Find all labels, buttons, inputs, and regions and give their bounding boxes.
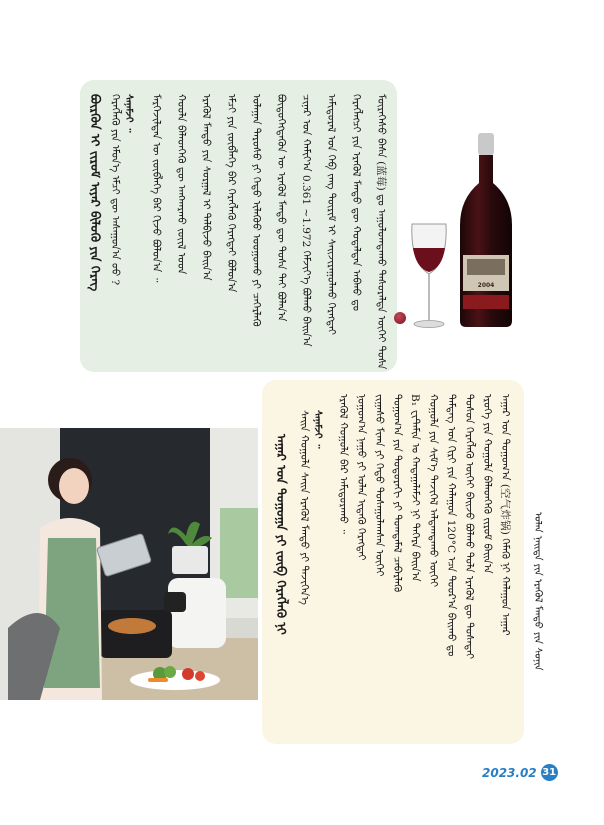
side-caption: ᠣᠯᠠᠨ ᠨᠡᠢᠲᠡ ᠶᠢᠨ ᠡᠷᠡᠭᠦᠯ ᠮᠡᠨᠳᠦ ᠶᠢᠨ ᠰᠣᠨᠢᠨ	[532, 512, 543, 671]
paragraph-line: ᠲᠣᠰᠤᠨ ᠬᠡᠷᠡᠭᠯᠡᠬᠦ ᠦᠭᠡᠢ ᠪᠠᠢᠵᠤ ᠪᠣᠯᠬᠤ ᠲᠤᠯᠠ ᠡᠷᠡᠭᠦᠯ ᠳᠦ ᠲᠤᠰᠠᠲᠠᠢ	[463, 394, 475, 660]
paragraph-line: ᠮᠦᠷᠡᠭᠡᠰᠦ ᠪᠠᠰᠠ (蓝莓) ᠳᠤ ᠠᠭᠤᠯᠤᠭᠳᠠᠬᠤ ᠲᠠᠰᠤᠷᠠᠯᠲᠠ ᠦᠭᠡᠢ ᠲᠤᠰᠠ	[375, 94, 387, 370]
paragraph-line: ᠡᠮᠴᠢ ᠶᠢᠨ ᠵᠥᠪᠯᠡᠭᠡ ᠪᠡᠷ ᠬᠡᠷᠡᠭᠯᠡᠬᠦ ᠬᠡᠷᠡᠭᠲᠡᠢ ᠪᠣᠯᠤᠨ᠎ᠠ	[225, 94, 237, 293]
note-text: ᠬᠡᠷᠡᠭᠯᠡᠬᠦ ᠶᠢᠨ ᠡᠮᠦᠨ᠎ᠡ ᠡᠮᠴᠢ ᠳᠦ ᠠᠰᠠᠭᠤᠨ᠎ᠠ ᠤᠤ ?	[109, 94, 121, 286]
page-footer	[482, 764, 558, 781]
paragraph-line: ᠬᠣᠭᠤᠯᠠ ᠶᠢᠨ ᠰᠢᠮ᠎ᠡ ᠲᠡᠵᠢᠭᠡᠯ ᠠᠯᠳᠠᠭᠳᠠᠬᠤ ᠦᠭᠡᠢ	[427, 394, 439, 588]
kitchen-photo	[0, 428, 258, 700]
paragraph-line: ᠡᠷᠦᠬᠡ ᠶᠢᠨ ᠬᠣᠭᠤᠯᠠ ᠪᠡᠯᠡᠳᠬᠡᠬᠦ ᠵᠢᠷᠤᠮ ᠪᠠᠢᠨ᠎ᠠ	[481, 394, 493, 574]
article-panel-health	[80, 80, 397, 372]
paragraph-line: ᠡᠷᠡᠭᠦᠯ ᠮᠡᠨᠳᠦ ᠶᠢᠨ ᠰᠤᠷᠭᠠᠯ ᠢ ᠲᠠᠯᠪᠢᠵᠤ ᠪᠠᠢᠨ᠎ᠠ	[200, 94, 212, 281]
issue-date: 2023.02	[482, 765, 537, 780]
note-text: ᠰᠠᠢᠨ ᠬᠣᠭᠤᠯᠠ ᠰᠠᠢᠨ ᠡᠷᠡᠭᠦᠯ ᠮᠡᠨᠳᠦ ᠶᠢ ᠲᠡᠵᠢᠭᠡᠨ᠎ᠡ	[298, 410, 310, 605]
section-title: ᠪᠦᠷᠭᠦᠨ ᠢ ᠵᠢᠷᠤᠮ ᠢᠶᠡᠷ ᠪᠢᠯᠦᠬᠦ ᠶᠢᠨ ᠬᠡᠷᠡᠭ	[88, 94, 103, 292]
wine-glass-image	[408, 222, 450, 330]
article-panel-kitchen	[262, 380, 524, 744]
paragraph-line: ᠮᠡᠷᠭᠡᠵᠢᠯᠲᠡᠨ ᠦ ᠵᠥᠪᠯᠡᠭᠡ ᠪᠡᠷ ᠬᠢᠵᠦ ᠪᠣᠯᠤᠨ᠎ᠠ ᠃	[150, 94, 162, 283]
paragraph-line: ᠲᠣᠭᠤᠭ᠎ᠠ ᠶᠢᠨ ᠳᠣᠲᠣᠷᠠᠬᠢ ᠶᠢ ᠲᠣᠭᠲᠠᠮᠠᠯ ᠴᠡᠪᠡᠷᠯᠡᠬᠦ	[391, 394, 403, 593]
paragraph-line: ᠠᠭᠠᠷ ᠤᠨ ᠲᠣᠭᠤᠭ᠎ᠠ (空气炸锅) ᠬᠡᠮᠡᠬᠦ ᠨᠢ ᠬᠠᠯᠠᠭᠤᠨ ᠠᠭᠠᠷ	[499, 394, 511, 636]
paragraph-line: ᠴᠢᠨᠠᠷ ᠤᠨ ᠬᠠᠮᠢᠶ᠎ᠠ 0.361 ~1.972 ᠬᠡᠮᠵᠢᠶ᠎ᠡ ᠪᠣᠯᠬᠤ ᠪᠠᠢᠨ᠎ᠠ	[300, 94, 312, 347]
paragraph-line: ᠬᠡᠷᠡᠭᠯᠡᠭᠴᠢ ᠶᠢᠨ ᠡᠷᠡᠭᠦᠯ ᠮᠡᠨᠳᠦ ᠳᠦ ᠬᠣᠳᠠᠯᠳᠠᠨ ᠠᠪᠬᠤ ᠳᠤ	[350, 94, 362, 311]
wine-label-text: 2004	[477, 282, 495, 289]
paragraph-line: ᠵᠢᠭᠠᠰᠤ ᠮᠢᠬᠠ ᠶᠢ ᠬᠡᠲᠦ ᠲᠤᠰᠠᠭᠤᠯᠠᠭᠰᠠᠨ ᠦᠭᠡᠢ	[373, 394, 385, 577]
wine-bottle-image	[458, 133, 514, 328]
paragraph-line: B₁ ᠸᠢᠲ᠋ᠠᠮᠢᠨ ᠤ ᠬᠠᠳᠠᠭᠠᠯᠠᠮᠵᠢ ᠨᠢ ᠳᠡᠭᠡᠷᠡ ᠪᠠᠢᠨ᠎ᠠ	[409, 394, 421, 582]
paragraph-line: ᠤᠯᠠᠭᠠᠨ ᠳᠠᠷᠤᠰᠤ ᠶᠢ ᠬᠡᠲᠦ ᠢᠯᠡᠭᠦᠦ ᠤᠤᠭᠤᠬᠤ ᠶᠢ ᠴᠡᠭᠡᠷᠯᠡᠬᠦ	[250, 94, 262, 327]
note-label: ᠰᠠᠨᠠᠮᠵᠢ ᠃	[123, 94, 134, 133]
berry-illustration	[394, 312, 406, 324]
paragraph-line: ᠬᠣᠣᠯᠠ ᠪᠡᠯᠡᠳᠬᠡᠬᠦ ᠳᠦ ᠠᠩᠬᠠᠷᠬᠤ ᠵᠦᠢᠯ ᠤᠳ	[175, 94, 187, 275]
paragraph-line: ᠠᠮᠢᠳᠤᠷᠠᠯ ᠤᠨ ᠬᠡᠪ ᠵᠠᠩ ᠳᠦᠷᠢᠮ ᠢ ᠰᠠᠢᠵᠢᠷᠠᠭᠤᠯᠬᠤ ᠬᠡᠷᠡᠭᠲᠡᠢ	[325, 94, 337, 335]
paragraph-line: ᠡᠷᠡᠭᠦᠯ ᠬᠣᠭᠤᠯᠠ ᠪᠡᠷ ᠠᠮᠢᠳᠤᠷᠠᠬᠤ ᠃	[337, 394, 349, 534]
section-title: ᠠᠭᠠᠷ ᠤᠨ ᠲᠣᠭᠤᠭᠠ ᠶᠢ ᠵᠥᠪ ᠬᠡᠷᠡᠭᠯᠡᠬᠦ ᠨᠢ	[274, 434, 289, 635]
paragraph-line: ᠲᠡᠮᠳᠡᠭ ᠤᠨ ᠬᠢᠷᠢ ᠶᠢᠨ ᠬᠠᠯᠠᠭᠤᠨ 120°C ᠡᠴᠡ ᠳᠣᠣᠷ᠎ᠠ ᠪᠠᠢᠬᠤ ᠳᠤ	[445, 394, 457, 657]
page-number: 31	[541, 764, 558, 781]
paragraph-line: ᠨᠣᠭᠤᠭ᠎ᠠ ᠨᠠᠭᠤ ᠶᠢ ᠣᠯᠠᠨ ᠢᠳᠡᠬᠦ ᠬᠡᠷᠡᠭᠲᠡᠢ	[355, 394, 367, 561]
paragraph-line: ᠪᠦᠲᠦᠭᠡᠭᠳᠡᠬᠦᠨ ᠦ ᠡᠷᠡᠭᠦᠯ ᠮᠡᠨᠳᠦ ᠳᠦ ᠲᠤᠰᠠ ᠲᠠᠢ ᠪᠣᠯᠠᠨ᠎ᠠ	[275, 94, 287, 322]
note-label: ᠰᠠᠨᠠᠮᠵᠢ ᠃	[312, 410, 323, 449]
